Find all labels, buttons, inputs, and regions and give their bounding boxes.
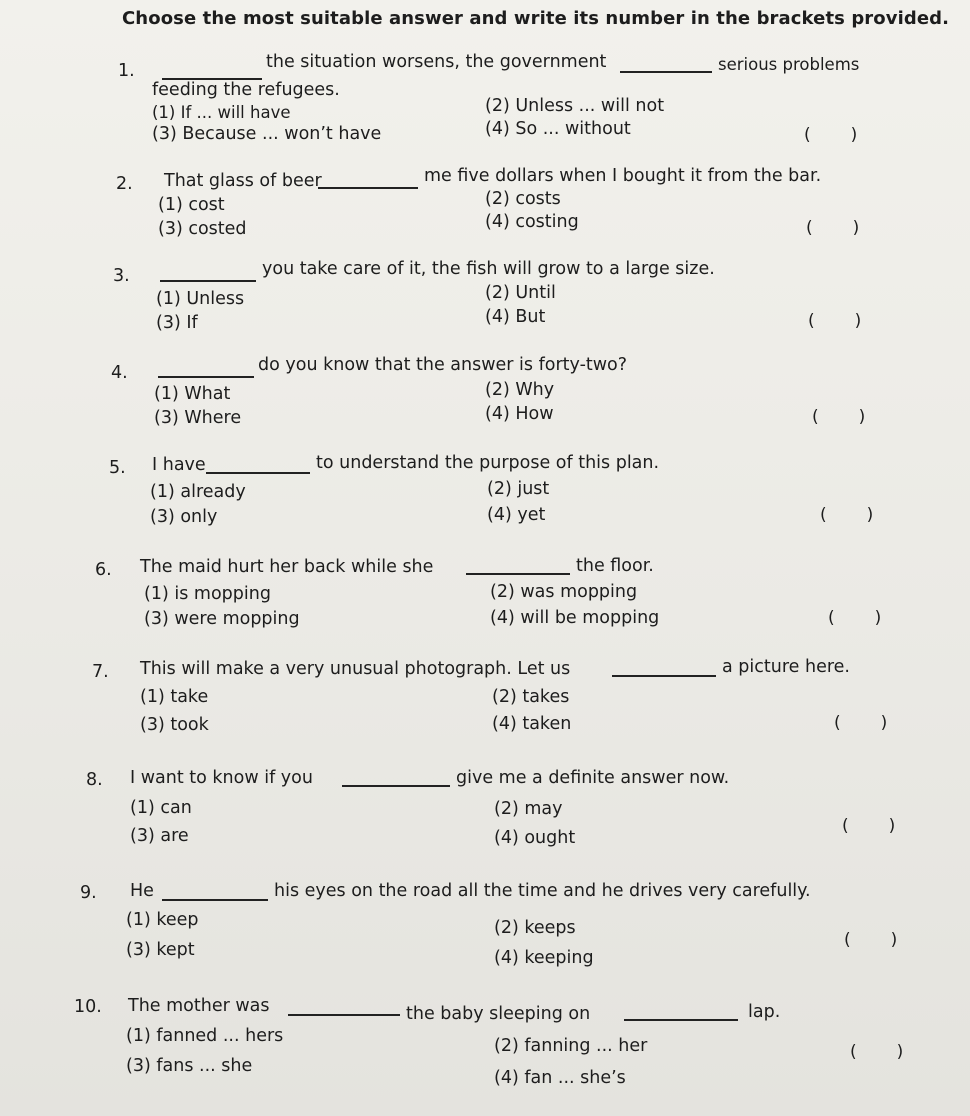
question-number: 2.: [116, 174, 133, 194]
answer-blank[interactable]: [162, 885, 268, 906]
option-1[interactable]: (1) can: [130, 798, 192, 818]
option-2[interactable]: (2) costs: [485, 189, 561, 209]
option-4[interactable]: (4) So ... without: [485, 119, 631, 139]
answer-blank[interactable]: [206, 458, 310, 479]
option-3[interactable]: (3) Where: [154, 408, 242, 428]
option-1[interactable]: (1) Unless: [156, 289, 245, 309]
option-1[interactable]: (1) What: [154, 384, 231, 404]
question-text: serious problems: [718, 55, 860, 74]
option-2[interactable]: (2) Why: [485, 380, 555, 400]
question-text: The mother was: [128, 996, 270, 1016]
option-4[interactable]: (4) will be mopping: [490, 608, 660, 628]
option-1[interactable]: (1) already: [150, 482, 246, 502]
question-number: 8.: [86, 770, 103, 790]
option-4[interactable]: (4) How: [485, 404, 554, 424]
option-2[interactable]: (2) Unless ... will not: [485, 96, 665, 116]
question-text: a picture here.: [722, 657, 850, 677]
option-3[interactable]: (3) If: [156, 313, 198, 333]
answer-bracket[interactable]: ( ): [820, 505, 874, 525]
question-text: I want to know if you: [130, 768, 313, 788]
answer-bracket[interactable]: ( ): [812, 407, 866, 427]
answer-blank[interactable]: [160, 266, 256, 287]
question-number: 1.: [118, 61, 135, 81]
answer-blank[interactable]: [620, 57, 712, 78]
question-text: me five dollars when I bought it from the bar.: [424, 166, 822, 186]
answer-bracket[interactable]: ( ): [850, 1042, 904, 1062]
option-2[interactable]: (2) takes: [492, 687, 570, 707]
question-number: 7.: [92, 662, 109, 682]
option-4[interactable]: (4) keeping: [494, 948, 594, 968]
answer-bracket[interactable]: ( ): [808, 311, 862, 331]
answer-blank[interactable]: [624, 1005, 738, 1026]
answer-blank[interactable]: [342, 771, 450, 792]
question-text: That glass of beer: [164, 171, 322, 191]
option-4[interactable]: (4) taken: [492, 714, 572, 734]
option-4[interactable]: (4) yet: [487, 505, 546, 525]
option-3[interactable]: (3) Because ... won’t have: [152, 124, 382, 144]
question-text: The maid hurt her back while she: [140, 557, 434, 577]
question-text: his eyes on the road all the time and he drives very carefully.: [274, 881, 811, 901]
option-1[interactable]: (1) cost: [158, 195, 225, 215]
question-text: This will make a very unusual photograph. Let us: [140, 659, 571, 679]
option-2[interactable]: (2) fanning ... her: [494, 1036, 648, 1056]
question-number: 3.: [113, 266, 130, 286]
answer-bracket[interactable]: ( ): [828, 608, 882, 628]
question-text: give me a definite answer now.: [456, 768, 730, 788]
question-text: lap.: [748, 1002, 781, 1022]
question-text: the floor.: [576, 556, 654, 576]
option-2[interactable]: (2) just: [487, 479, 550, 499]
option-1[interactable]: (1) fanned ... hers: [126, 1026, 284, 1046]
option-3[interactable]: (3) are: [130, 826, 189, 846]
answer-bracket[interactable]: ( ): [844, 930, 898, 950]
option-1[interactable]: (1) keep: [126, 910, 199, 930]
question-number: 5.: [109, 458, 126, 478]
answer-blank[interactable]: [158, 362, 254, 383]
option-3[interactable]: (3) kept: [126, 940, 195, 960]
option-4[interactable]: (4) ought: [494, 828, 576, 848]
answer-blank[interactable]: [466, 559, 570, 580]
question-text: the situation worsens, the government: [266, 52, 607, 72]
answer-blank[interactable]: [318, 173, 418, 194]
question-text: you take care of it, the fish will grow to a large size.: [262, 259, 715, 279]
option-3[interactable]: (3) were mopping: [144, 609, 300, 629]
instructions: Choose the most suitable answer and write its number in the brackets provided.: [122, 8, 950, 29]
answer-bracket[interactable]: ( ): [834, 713, 888, 733]
option-3[interactable]: (3) took: [140, 715, 209, 735]
option-1[interactable]: (1) If ... will have: [152, 103, 291, 122]
option-2[interactable]: (2) keeps: [494, 918, 576, 938]
question-number: 6.: [95, 560, 112, 580]
option-4[interactable]: (4) fan ... she’s: [494, 1068, 626, 1088]
question-number: 4.: [111, 363, 128, 383]
option-2[interactable]: (2) may: [494, 799, 563, 819]
answer-bracket[interactable]: ( ): [842, 816, 896, 836]
option-4[interactable]: (4) costing: [485, 212, 579, 232]
question-number: 10.: [74, 997, 102, 1017]
answer-bracket[interactable]: ( ): [804, 125, 858, 145]
question-text: feeding the refugees.: [152, 80, 340, 100]
option-3[interactable]: (3) only: [150, 507, 218, 527]
question-text: the baby sleeping on: [406, 1004, 591, 1024]
option-4[interactable]: (4) But: [485, 307, 546, 327]
question-text: He: [130, 881, 154, 901]
option-1[interactable]: (1) is mopping: [144, 584, 271, 604]
option-3[interactable]: (3) fans ... she: [126, 1056, 253, 1076]
option-2[interactable]: (2) was mopping: [490, 582, 638, 602]
question-text: do you know that the answer is forty-two?: [258, 355, 628, 375]
option-2[interactable]: (2) Until: [485, 283, 556, 303]
answer-bracket[interactable]: ( ): [806, 218, 860, 238]
question-text: to understand the purpose of this plan.: [316, 453, 660, 473]
answer-blank[interactable]: [288, 1000, 400, 1021]
answer-blank[interactable]: [612, 661, 716, 682]
option-3[interactable]: (3) costed: [158, 219, 247, 239]
question-number: 9.: [80, 883, 97, 903]
question-text: I have: [152, 455, 206, 475]
option-1[interactable]: (1) take: [140, 687, 209, 707]
